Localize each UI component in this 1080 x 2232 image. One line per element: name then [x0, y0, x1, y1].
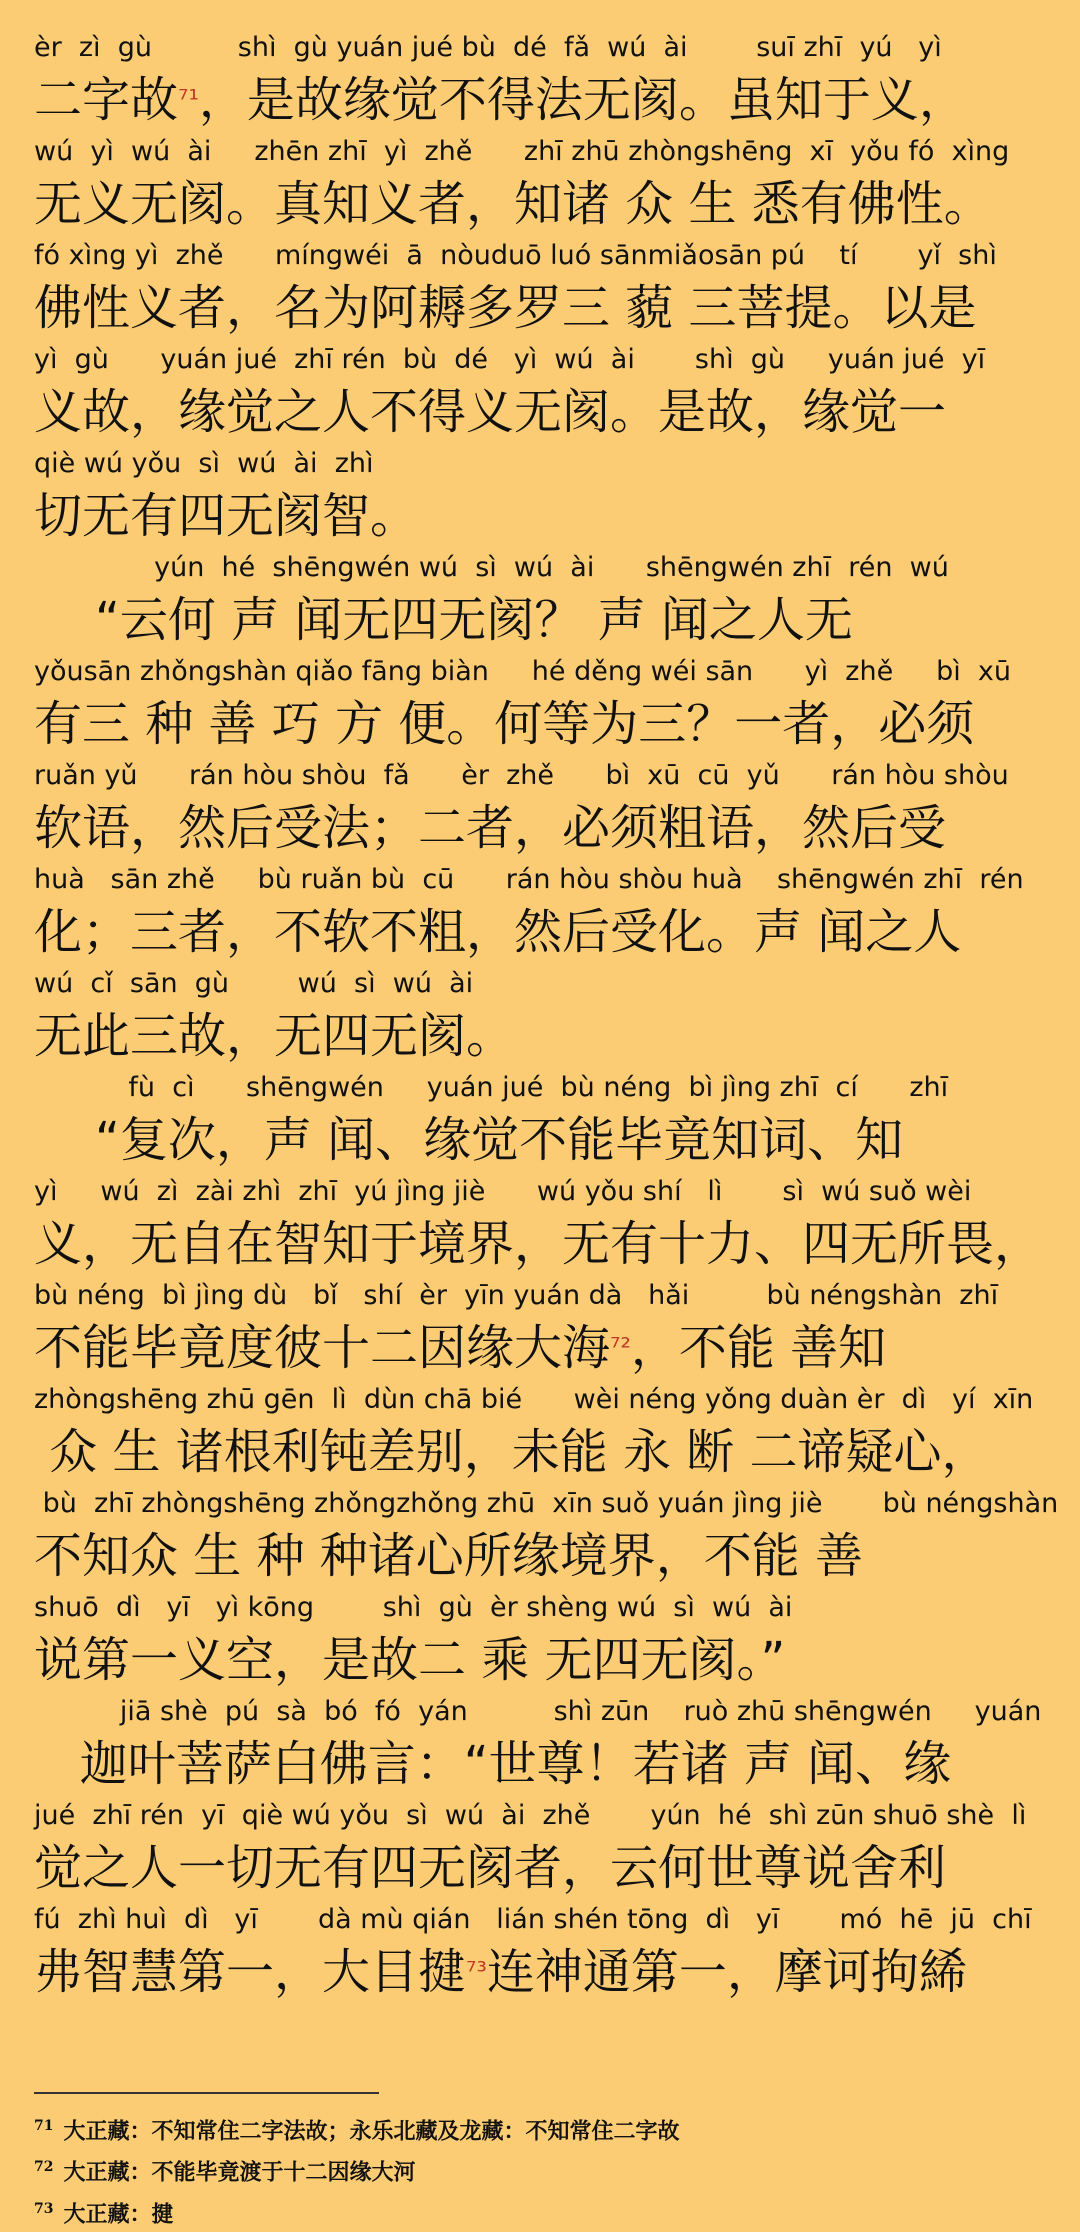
hanzi-row: 佛性义者，名为阿耨多罗三 藐 三菩提。以是 — [34, 280, 977, 336]
pinyin-row: huà sān zhě bù ruǎn bù cū rán hòu shòu huà shēngwén zhī rén — [34, 864, 1024, 895]
text-line-13 — [34, 1280, 1046, 1384]
hanzi-row: 软语，然后受法；二者，必须粗语，然后受 — [34, 800, 947, 856]
pinyin-row: bù néng bì jìng dù bǐ shí èr yīn yuán dà hǎi bù néngshàn zhī — [34, 1280, 999, 1311]
pinyin-row: zhòngshēng zhū gēn lì dùn chā bié wèi néng yǒng duàn èr dì yí xīn — [34, 1384, 1034, 1415]
hanzi-row: 有三 种 善 巧 方 便。何等为三？一者，必须 — [34, 696, 975, 752]
hanzi-row: “复次，声 闻、缘觉不能毕竟知词、知 — [34, 1112, 904, 1168]
footnote-marker: ³ — [476, 1957, 487, 1987]
pinyin-row: shuō dì yī yì kōng shì gù èr shèng wú sì wú ài — [34, 1592, 793, 1623]
pinyin-row: wú cǐ sān gù wú sì wú ài — [34, 968, 474, 999]
footnote-divider — [34, 2092, 379, 2094]
text-line-1 — [34, 32, 1046, 136]
footnote-text: 大正藏：不知常住二字法故；永乐北藏及龙藏：不知常住二字故 — [63, 2118, 680, 2145]
text-line-8 — [34, 760, 1046, 864]
hanzi-row: 不知众 生 种 种诸心所缘境界，不能 善 — [34, 1528, 864, 1584]
pinyin-row: jué zhī rén yī qiè wú yǒu sì wú ài zhě yún hé shì zūn shuō shè lì — [34, 1800, 1027, 1831]
footnote-text: 大正藏：揵 — [63, 2200, 174, 2227]
hanzi-row: 不能毕竟度彼十二因缘大海$^{^7^2}$，不能 善知 — [34, 1320, 887, 1376]
pinyin-row: yì wú zì zài zhì zhī yú jìng jiè wú yǒu shí lì sì wú suǒ wèi — [34, 1176, 972, 1207]
footnote-number: 72 — [34, 2159, 54, 2176]
pinyin-row: bù zhī zhòngshēng zhǒngzhǒng zhū xīn suǒ yuán jìng jiè bù néngshàn — [34, 1488, 1059, 1519]
footnote-marker: ⁷ — [178, 85, 189, 115]
footnote-marker: ⁷ — [610, 1333, 621, 1363]
hanzi-row: 无此三故，无四无阂。 — [34, 1008, 515, 1064]
text-line-6 — [34, 552, 1046, 656]
hanzi-row: 迦叶菩萨白佛言：“世尊！若诸 声 闻、缘 — [34, 1736, 952, 1792]
text-line-9 — [34, 864, 1046, 968]
footnote-text: 大正藏：不能毕竟渡于十二因缘大河 — [63, 2159, 416, 2186]
text-line-10 — [34, 968, 1046, 1072]
hanzi-row: 觉之人一切无有四无阂者，云何世尊说舍利 — [34, 1840, 947, 1896]
pinyin-row: yǒusān zhǒngshàn qiǎo fāng biàn hé děng wéi sān yì zhě bì xū — [34, 656, 1012, 687]
text-line-7 — [34, 656, 1046, 760]
hanzi-row: 二字故$^{^7^1}$，是故缘觉不得法无阂。虽知于义， — [34, 72, 967, 128]
pinyin-row: fó xìng yì zhě míngwéi ā nòuduō luó sānmiǎosān pú tí yǐ shì — [34, 240, 997, 271]
text-line-17 — [34, 1696, 1046, 1800]
hanzi-row: 弗智慧第一，大目揵$^{^7^3}$连神通第一，摩诃拘絺 — [34, 1944, 967, 2000]
hanzi-row: 义故，缘觉之人不得义无阂。是故，缘觉一 — [34, 384, 947, 440]
text-line-3 — [34, 240, 1046, 344]
hanzi-row: 化；三者，不软不粗，然后受化。声 闻之人 — [34, 904, 962, 960]
text-line-2 — [34, 136, 1046, 240]
hanzi-row: 无义无阂。真知义者，知诸 众 生 悉有佛性。 — [34, 176, 992, 232]
text-line-5 — [34, 448, 1046, 552]
footnote-72 — [34, 2149, 1044, 2190]
pinyin-row: qiè wú yǒu sì wú ài zhì — [34, 448, 374, 479]
hanzi-row: 义，无自在智知于境界，无有十力、四无所畏， — [34, 1216, 1043, 1272]
pinyin-row: jiā shè pú sà bó fó yán shì zūn ruò zhū shēngwén yuán — [34, 1696, 1042, 1727]
text-line-11 — [34, 1072, 1046, 1176]
hanzi-row: 切无有四无阂智。 — [34, 488, 419, 544]
footnote-number: 73 — [34, 2200, 54, 2217]
footnote-number: 71 — [34, 2118, 54, 2134]
footnote-marker: ⁷ — [466, 1957, 477, 1987]
pinyin-row: yì gù yuán jué zhī rén bù dé yì wú ài shì gù yuán jué yī — [34, 344, 986, 375]
footnote-marker: ² — [620, 1333, 631, 1363]
footnotes — [34, 2092, 1044, 2232]
text-line-19 — [34, 1904, 1046, 2008]
hanzi-row: “云何 声 闻无四无阂？ 声 闻之人无 — [34, 592, 853, 648]
pinyin-row: fú zhì huì dì yī dà mù qián lián shén tōng dì yī mó hē jū chī — [34, 1904, 1032, 1935]
pinyin-row: fù cì shēngwén yuán jué bù néng bì jìng zhī cí zhī — [34, 1072, 949, 1103]
text-line-14 — [34, 1384, 1046, 1488]
text-line-15 — [34, 1488, 1059, 1592]
text-line-18 — [34, 1800, 1046, 1904]
pinyin-row: èr zì gù shì gù yuán jué bù dé fǎ wú ài suī zhī yú yì — [34, 32, 942, 63]
footnote-71 — [34, 2108, 1044, 2149]
text-line-4 — [34, 344, 1046, 448]
pinyin-row: ruǎn yǔ rán hòu shòu fǎ èr zhě bì xū cū yǔ rán hòu shòu — [34, 760, 1009, 791]
footnote-73 — [34, 2191, 1044, 2232]
text-line-16 — [34, 1592, 1046, 1696]
pinyin-row: yún hé shēngwén wú sì wú ài shēngwén zhī rén wú — [34, 552, 949, 583]
hanzi-row: 众 生 诸根利钝差别，未能 永 断 二谛疑心， — [34, 1424, 990, 1480]
text-line-12 — [34, 1176, 1046, 1280]
footnote-marker: ¹ — [188, 85, 199, 115]
hanzi-row: 说第一义空，是故二 乘 无四无阂。” — [34, 1632, 786, 1688]
pinyin-row: wú yì wú ài zhēn zhī yì zhě zhī zhū zhòngshēng xī yǒu fó xìng — [34, 136, 1010, 167]
